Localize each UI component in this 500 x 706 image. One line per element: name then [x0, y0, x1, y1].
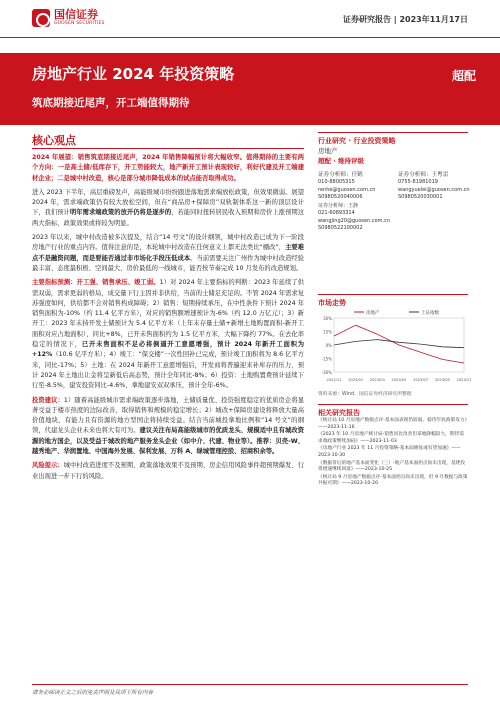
report-title: 房地产行业 2024 年投资策略 — [32, 65, 235, 83]
x-tick-label: 2023/03 — [369, 378, 385, 382]
paragraph-indicators: 主要指标预测：开工强、销售承压、竣工弱。1）对 2024 年主要指标的判断：2023 年延续了供需双弱，需求更弱的格局，成交量下行主因并非供给，当前的土储足充足的。不管 2024 年需求复苏强度如何，供给都不会对销售构成障碍；2）销售：短期持续承压，在中性条件下预计 2024 年销售面积为-10%（约 11.4 亿平方米），对应的销售额增速预计为-6%（约 12.0 万亿元）；3）新开工：2023 年末持开发土储预计为 5.4 亿平方米（上年末存量土储+新增土地购置面积-新开工面积对应占地面积），同比+8%，已开未售面积约为 1.5 亿平方米，大幅下降约 77%。在去化率稳定的情况下，已开未售面积不足必将倒逼开工意愿增强，预计 2024 年新开工面积为+12%（10.6 亿平方米）；4）竣工：“保交楼”一次性回补已完成，预计竣工面积将为 8.6 亿平方米，同比-17%；5）土地：在 2024 年新开工意愿增强后，开发商将普遍迎来补库存的压力，预计 2024 年土地出让金将呈新低后高态势，预计全年同比-8%；6）投资：土地购置费预计延续下行至-8.5%，建安投资同比-4.6%，拿地建安双双承压，预计全年-6%。 — [32, 279, 305, 390]
analyst-email-link[interactable]: wangyuelei@guosen.com.cn — [398, 186, 470, 193]
outlook-text: 2024 年展望：销售筑底期接近尾声，2024 年销售降幅预计将大幅收窄。值得期待的主要有两个方向：一是高土储/低库存下，开工势能较大，地产新开工预计表现较好，利好代建及开工端建材企业；二是城中村改造，核心是部分城市降低成本的试点能否取得成功。 — [32, 154, 304, 182]
sidebar-rating: 超配 · 维持评级 — [318, 157, 364, 165]
analysts — [318, 172, 468, 201]
page-header — [0, 0, 500, 38]
chart-source: 资料来源：Wind、国信证券经济研究所整理 — [318, 392, 412, 397]
legend-label: 房地产 — [366, 311, 380, 316]
footer-disclaimer: 请务必阅读正文之后的免责声明及其项下所有内容 — [32, 690, 154, 696]
market-chart — [318, 306, 472, 386]
x-tick-label: 2022/11 — [326, 378, 342, 382]
related-report-item[interactable]: 《2023 年 10 月房地产统计局-销售同比改善但拿地降幅较大，期待需求端政策继续加码》——2023-11-03 — [318, 432, 464, 444]
main-body — [32, 148, 304, 482]
title-banner — [0, 53, 500, 125]
logo-en: GUOSEN SECURITIES — [54, 21, 105, 26]
x-tick-label: 2023/07 — [413, 378, 429, 382]
related-report-item[interactable]: 《房地产行业 2023 年 11 月投资策略-基本面修复或有望加速》——2023-10-30 — [318, 446, 461, 458]
related-list — [318, 418, 468, 489]
chart-title: 市场走势 — [318, 294, 468, 308]
related-report-item[interactable]: 《统计局 9 月房地产数据点评-基本面拐点尚未出现，但 9 月数据与政策共振可期》——2023-10-20 — [318, 474, 468, 487]
sidebar-category: 行业研究 · 行业投资策略 — [318, 132, 468, 146]
analyst-card: 证券分析师：王静 021-60893314 wangjing20@guosen.com.cn S0980522100002 — [318, 203, 468, 232]
company-logo — [32, 9, 105, 27]
related-title: 相关研究报告 — [318, 404, 468, 418]
analyst-card: 证券分析师：任鹤 010-88005315 renhe@guosen.com.cn S0980520040006 — [318, 172, 388, 201]
x-tick-label: 2023/01 — [348, 378, 364, 382]
sidebar-sector: 房地产 — [318, 147, 338, 155]
section-title: 核心观点 — [32, 134, 76, 147]
paragraph-policy: 进入 2023 下半年，高层重磅发声，高能级城市纷纷跟进落地需求端放松政策，但效果微弱。展望 2024 年，需求端政策仍有较大放松空间，但在“商品房+保障房”双轨制体系这一新的顶层设计下，我们预计明年需求端政策的放开仍将是逐步的，若能同时扭转居民收入预期和房价上涨预期这两大指标，政策效果或将较为明显。 — [32, 188, 305, 227]
legend-label: 上证指数 — [421, 311, 439, 316]
logo-cn: 国信证券 — [54, 8, 98, 21]
sidebar — [318, 132, 468, 232]
y-tick-label: -15% — [321, 356, 332, 362]
report-subtitle: 筑底期接近尾声，开工端值得期待 — [32, 97, 190, 109]
rating-badge: 超配 — [451, 69, 476, 83]
x-tick-label: 2023/11 — [456, 378, 472, 382]
y-tick-label: 15% — [323, 329, 332, 335]
analyst-email-link[interactable]: renhe@guosen.com.cn — [318, 186, 376, 193]
y-tick-label: 30% — [323, 316, 332, 321]
paragraph-outlook — [32, 153, 304, 184]
x-tick-label: 2023/09 — [434, 378, 450, 382]
y-tick-label: -30% — [321, 370, 332, 375]
paragraph-investment: 投资建议：1）随着高能级城市需求端政策逐步落地，土储质量优、投资强度稳定的优质房企将显著受益于楼市热度的边际改善，取得销售和规模的稳定增长；2）城改+保障房建设将释放大量高价值地块，有能力且有资源的地方型国企将持续受益。结合当前城投拿地比例和“14 号文”的纲领，代建龙头企业未来也将大有可为。建议关注布局高能级城市的优质龙头、规模适中且有城改资源的地方国企，以及受益于城改的地产服务龙头企业（如中介、代建、物业等）。推荐：贝壳-W、越秀地产、华润置地、中国海外发展、保利发展、万科 A、绿城管理控股、招商积余等。 — [32, 396, 305, 456]
report-type: 证券研究报告 | 2023年11月17日 — [342, 15, 468, 24]
series-line-1 — [334, 340, 464, 348]
analyst-email-link[interactable]: wangjing20@guosen.com.cn — [318, 217, 391, 224]
y-tick-label: 0% — [325, 343, 332, 348]
related-report-item[interactable]: 《数据背后的地产基本面变化（三）-地产基本面拐点尚未出现，基建投资增速继续回落》——2023-10-25 — [318, 460, 466, 473]
paragraph-urban-village: 2023 年以来，城中村改造被多次提及，结合“14 号文”的设计纲领，城中村改造已成为下一阶段房地产行业的重点内容。值得注意的是，本轮城中村改造在任何意义上都无法类比“棚改”，主要难点不是融资问题，而是要能否通过非市场化手段压低成本。当前需要关注广州作为城中村改造经验最丰富、态度最积极、空间最大、房价最低的一线城市，能否按节奏完成 10 月发布的改造规划。 — [32, 234, 305, 272]
related-report-item[interactable]: 《统计局 10 月房地产数据点评-基本面表现仍较弱，稳待年底政策发力》——2023-11-16 — [318, 418, 467, 430]
analyst-card: 证券分析师：王粤雷 0755-81981019 wangyuelei@guosen.com.cn S0980520030001 — [398, 172, 470, 200]
chart-svg — [318, 306, 472, 386]
x-tick-label: 2023/05 — [391, 378, 407, 382]
footer-divider — [32, 684, 468, 685]
series-line-0 — [334, 325, 464, 363]
paragraph-risk: 风险提示：城中村改造进度不及预期、政策落地效果不及预期、房企信用风险事件超预期爆发、行业出现进一步下行的风险。 — [32, 462, 305, 480]
logo-mark-icon — [32, 9, 50, 27]
